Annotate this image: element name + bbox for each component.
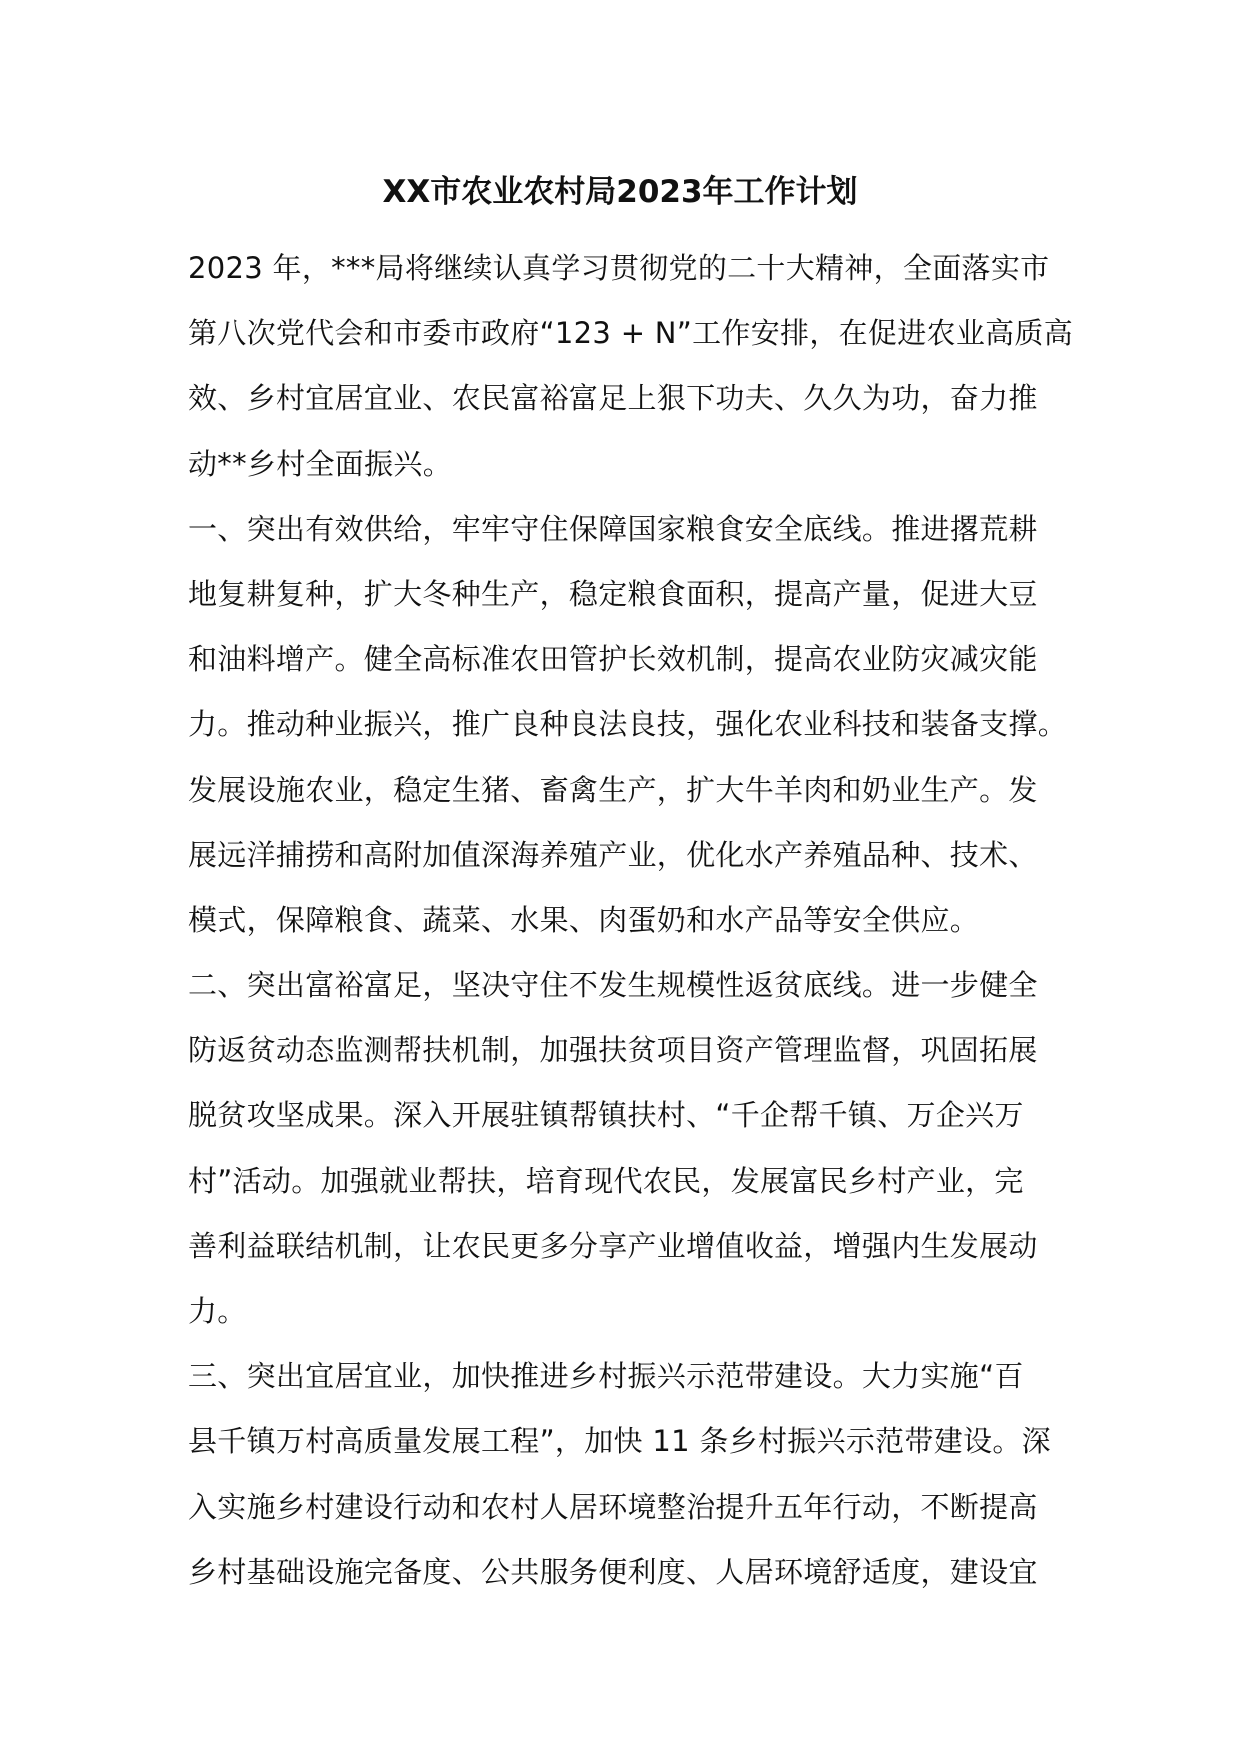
document-body (188, 236, 1074, 1605)
document-title: XX市农业农村局2023年工作计划 (382, 174, 858, 210)
text-line: 入实施乡村建设行动和农村人居环境整治提升五年行动，不断提高 (188, 1489, 1038, 1524)
text-line: 动**乡村全面振兴。 (188, 446, 453, 481)
text-line: 乡村基础设施完备度、公共服务便利度、人居环境舒适度，建设宜 (188, 1554, 1038, 1589)
text-line: 效、乡村宜居宜业、农民富裕富足上狠下功夫、久久为功，奋力推 (188, 381, 1038, 416)
text-line: 力。 (188, 1294, 247, 1328)
text-line: 模式，保障粮食、蔬菜、水果、肉蛋奶和水产品等安全供应。 (188, 902, 980, 937)
text-line: 善利益联结机制，让农民更多分享产业增值收益，增强内生发展动 (188, 1228, 1038, 1263)
text-line: 第八次党代会和市委市政府“123 + N”工作安排，在促进农业高质高 (188, 316, 1074, 351)
text-line: 防返贫动态监测帮扶机制，加强扶贫项目资产管理监督，巩固拓展 (188, 1033, 1038, 1068)
text-line: 二、突出富裕富足，坚决守住不发生规模性返贫底线。进一步健全 (188, 968, 1038, 1003)
text-line: 发展设施农业，稳定生猪、畜禽生产，扩大牛羊肉和奶业生产。发 (188, 772, 1038, 807)
text-line: 县千镇万村高质量发展工程”，加快 11 条乡村振兴示范带建设。深 (188, 1424, 1051, 1459)
text-line: 力。推动种业振兴，推广良种良法良技，强化农业科技和装备支撑。 (188, 707, 1068, 742)
text-line: 村”活动。加强就业帮扶，培育现代农民，发展富民乡村产业，完 (188, 1163, 1024, 1198)
text-line: 一、突出有效供给，牢牢守住保障国家粮食安全底线。推进撂荒耕 (188, 511, 1038, 546)
text-line: 三、突出宜居宜业，加快推进乡村振兴示范带建设。大力实施“百 (188, 1359, 1024, 1394)
text-line: 地复耕复种，扩大冬种生产，稳定粮食面积，提高产量，促进大豆 (188, 576, 1038, 611)
text-line: 和油料增产。健全高标准农田管护长效机制，提高农业防灾减灾能 (188, 642, 1038, 677)
text-line: 脱贫攻坚成果。深入开展驻镇帮镇扶村、“千企帮千镇、万企兴万 (188, 1098, 1024, 1133)
text-line: 2023 年，***局将继续认真学习贯彻党的二十大精神，全面落实市 (188, 251, 1050, 285)
text-line: 展远洋捕捞和高附加值深海养殖产业，优化水产养殖品种、技术、 (188, 837, 1038, 872)
